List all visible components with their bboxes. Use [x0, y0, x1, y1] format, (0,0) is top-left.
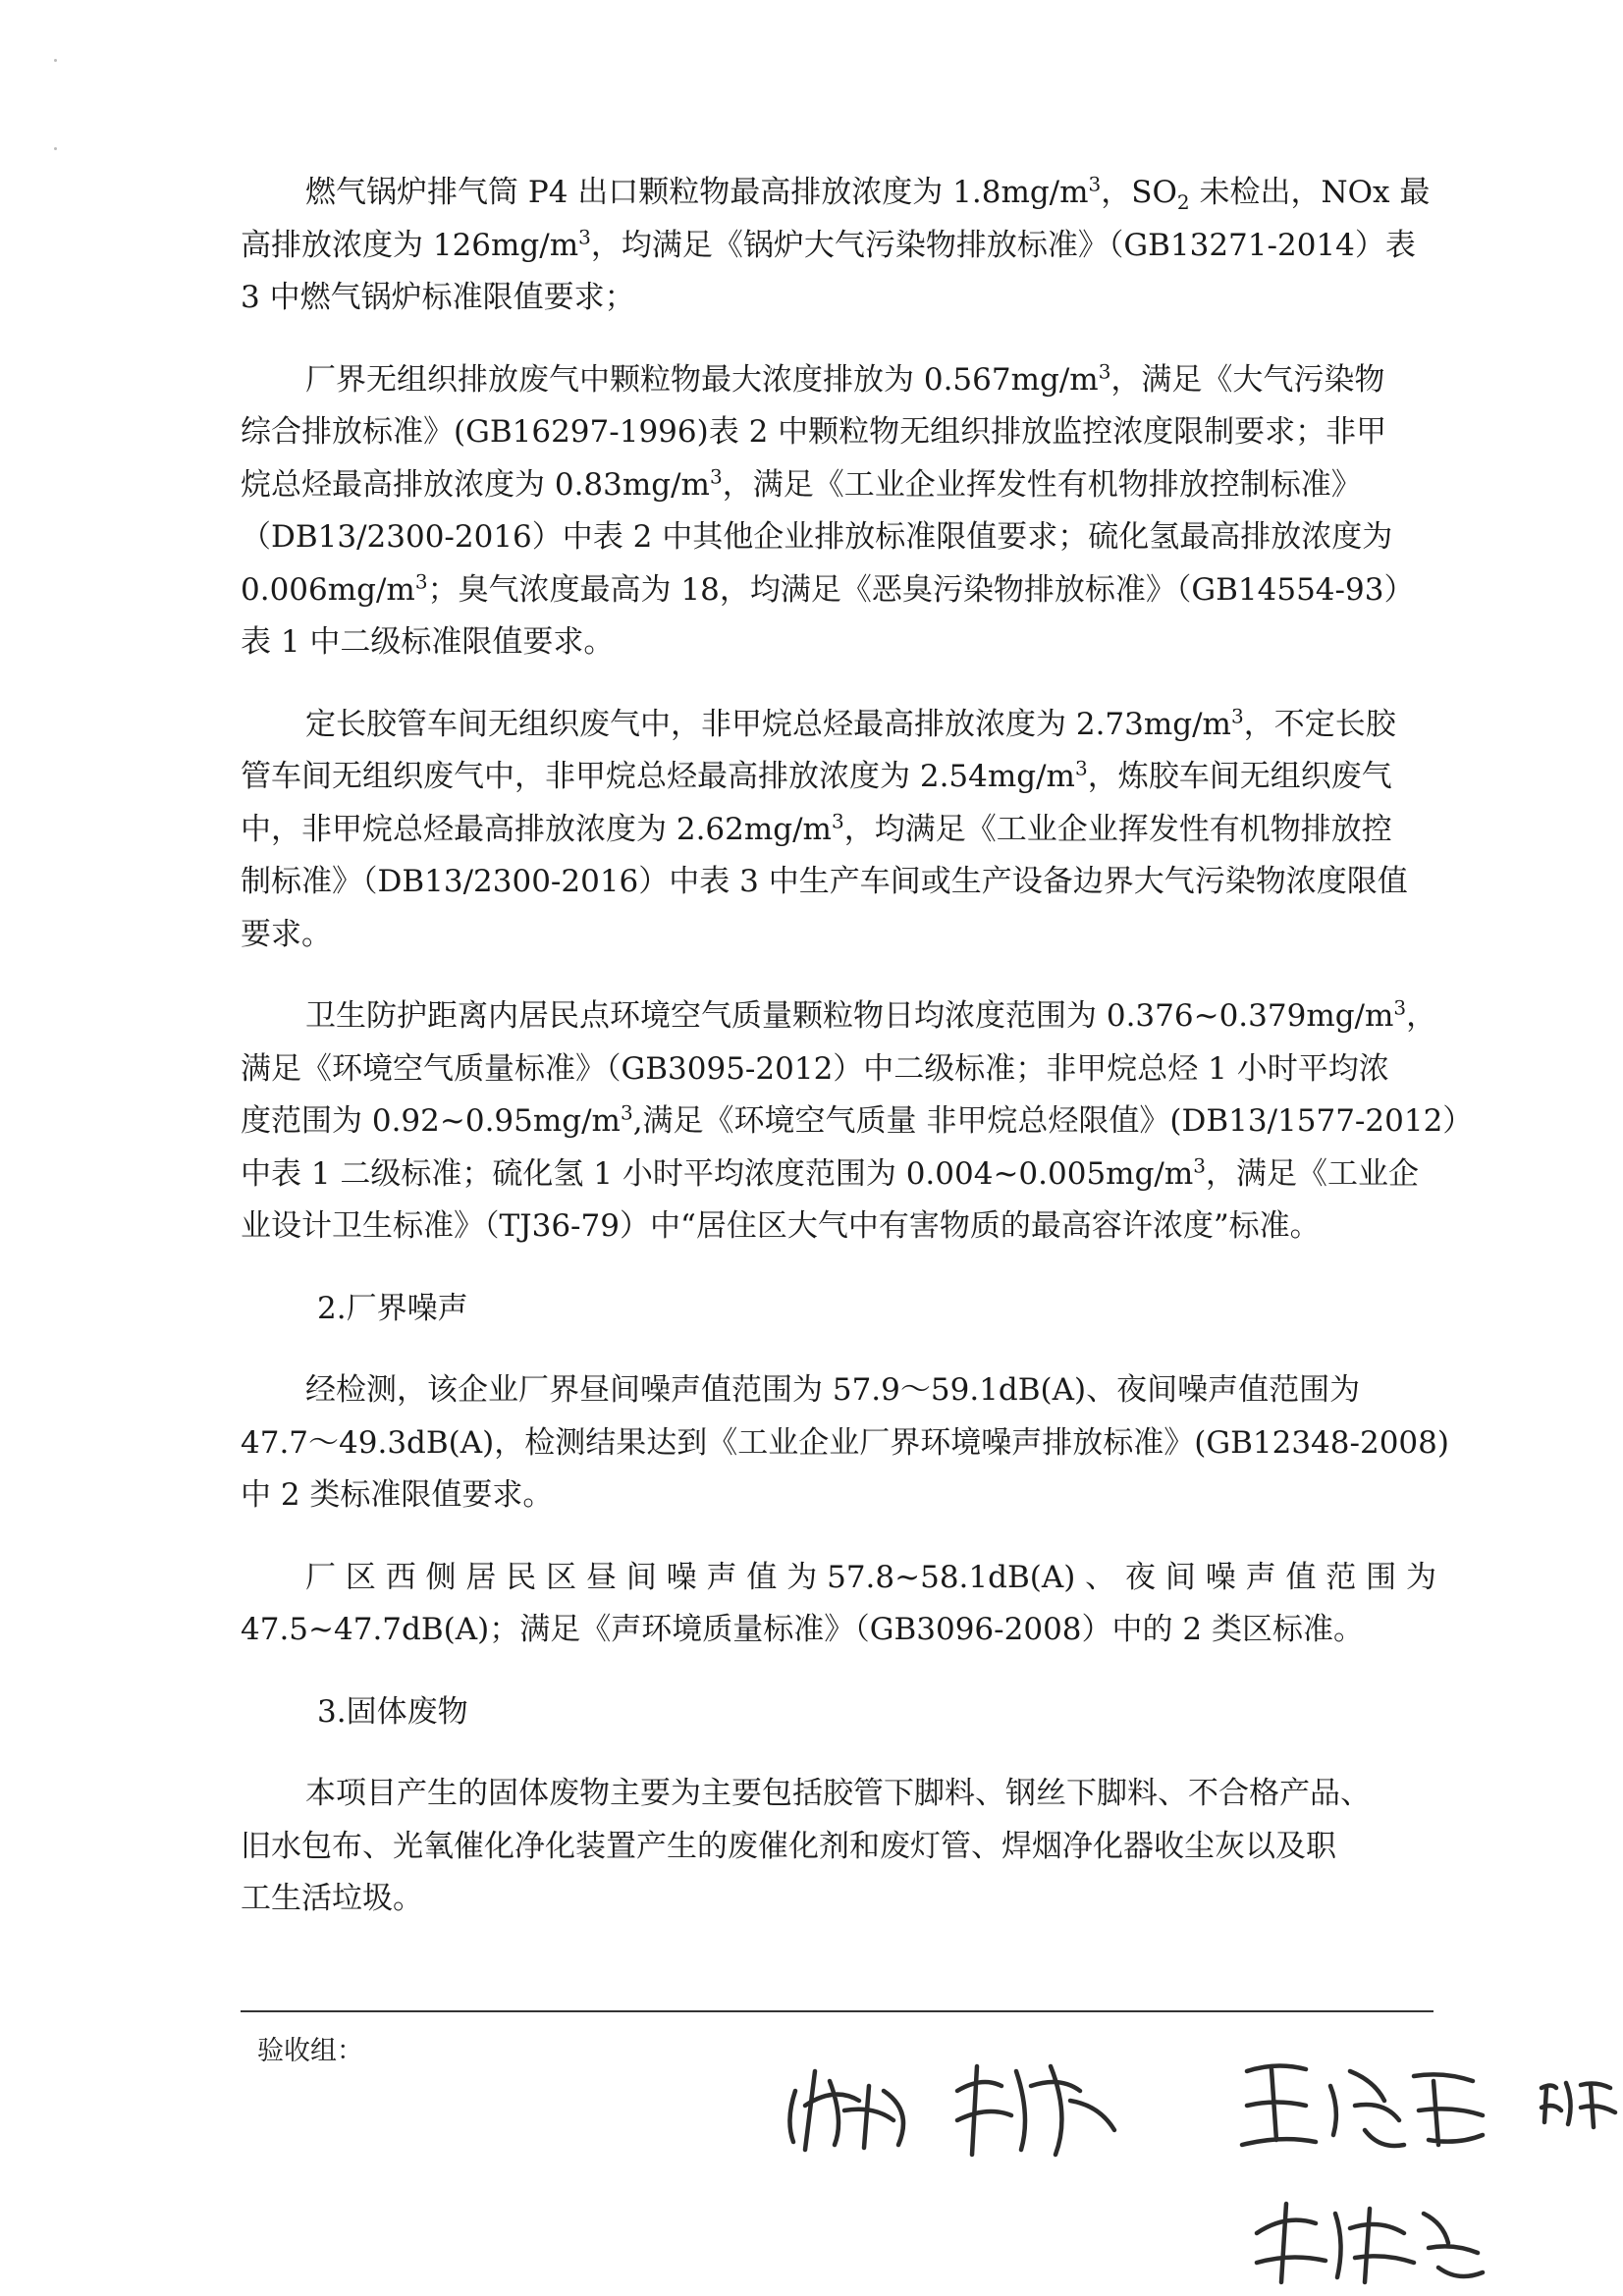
text-run: 制标准》（DB13/2300-2016）中表 3 中生产车间或生产设备边界大气污染物浓度限值: [241, 864, 1408, 899]
text-line: [241, 751, 1434, 804]
solid-waste-section: [241, 1768, 1434, 1926]
paragraph: [241, 1552, 1437, 1657]
superscript: 3: [1193, 1153, 1206, 1178]
text-run: 中 2 类标准限值要求。: [241, 1477, 554, 1513]
text-run: 烷总烃最高排放浓度为 0.83mg/m: [241, 466, 710, 503]
text-line: [241, 856, 1434, 909]
text-line: [241, 1201, 1434, 1254]
superscript: 3: [1098, 359, 1111, 384]
text-run: ，满足《大气污染物: [1110, 361, 1385, 398]
text-run: 47.5~47.7dB(A)；满足《声环境质量标准》（GB3096-2008）中的 2 类区标准。: [241, 1612, 1364, 1647]
text-line: [241, 804, 1434, 857]
air-emissions-section: [241, 167, 1474, 1254]
text-run: 0.006mg/m: [241, 571, 415, 608]
text-run: （DB13/2300-2016）中表 2 中其他企业排放标准限值要求；硫化氢最高排放浓度为: [241, 519, 1393, 555]
text-line: [241, 406, 1434, 459]
footer-divider: [241, 2010, 1434, 2012]
text-run: 旧水包布、光氧催化净化装置产生的废催化剂和废灯管、焊烟净化器收尘灰以及职: [241, 1828, 1336, 1864]
text-run: 表 1 中二级标准限值要求。: [241, 624, 615, 660]
text-run: ,满足《环境空气质量 非甲烷总烃限值》(DB13/1577-2012）: [632, 1103, 1474, 1139]
document-body: [241, 167, 1474, 1955]
text-run: 3 中燃气锅炉标准限值要求；: [241, 280, 635, 315]
text-run: 卫生防护距离内居民点环境空气质量颗粒物日均浓度范围为 0.376~0.379mg/m: [305, 998, 1394, 1034]
paragraph: [241, 990, 1474, 1254]
text-run: ，炼胶车间无组织废气: [1087, 759, 1392, 794]
text-line: [241, 1604, 1434, 1657]
text-run: ；臭气浓度最高为 18，均满足《恶臭污染物排放标准》（GB14554-93）: [427, 571, 1415, 608]
text-line: [241, 909, 1434, 962]
text-run: 综合排放标准》(GB16297-1996)表 2 中颗粒物无组织排放监控浓度限制要求；非甲: [241, 414, 1387, 450]
handwritten-signature-4: [1537, 2073, 1620, 2136]
superscript: 3: [831, 809, 844, 833]
text-line: [241, 564, 1434, 617]
handwritten-signature-1: [776, 2052, 943, 2163]
text-run: ，: [1406, 998, 1437, 1034]
text-line: [241, 220, 1434, 273]
text-line: [241, 1873, 1434, 1926]
superscript: 3: [1393, 995, 1407, 1020]
text-run: 要求。: [241, 916, 332, 952]
text-run: ，SO: [1101, 175, 1177, 210]
superscript: 3: [620, 1100, 633, 1125]
text-line: [241, 1821, 1434, 1874]
text-run: ，均满足《锅炉大气污染物排放标准》（GB13271-2014）表: [590, 227, 1416, 263]
text-line: [241, 699, 1434, 752]
text-run: ，满足《工业企业挥发性有机物排放控制标准》: [722, 466, 1362, 503]
paragraph: [241, 354, 1434, 669]
text-line: [241, 167, 1434, 220]
text-run: 本项目产生的固体废物主要为主要包括胶管下脚料、钢丝下脚料、不合格产品、: [305, 1776, 1371, 1811]
text-line: [241, 1417, 1449, 1470]
superscript: 3: [1088, 172, 1102, 196]
paragraph: [241, 1768, 1434, 1926]
text-run: 高排放浓度为 126mg/m: [241, 227, 579, 263]
acceptance-group-label: 验收组：: [257, 2036, 363, 2066]
text-line: [241, 990, 1437, 1043]
superscript: 3: [1230, 704, 1244, 728]
text-line: [241, 1552, 1437, 1605]
text-line: [241, 1364, 1434, 1417]
text-run: ，不定长胶: [1243, 706, 1396, 742]
text-run: 管车间无组织废气中，非甲烷总烃最高排放浓度为 2.54mg/m: [241, 759, 1075, 794]
text-run: 中表 1 二级标准；硫化氢 1 小时平均浓度范围为 0.004~0.005mg/m: [241, 1155, 1194, 1192]
paragraph: [241, 1364, 1449, 1522]
text-run: 燃气锅炉排气筒 P4 出口颗粒物最高排放浓度为 1.8mg/m: [305, 175, 1089, 210]
handwritten-signature-2: [943, 2047, 1129, 2168]
text-line: [241, 1043, 1434, 1096]
text-run: 满足《环境空气质量标准》（GB3095-2012）中二级标准；非甲烷总烃 1 小时平均浓: [241, 1050, 1389, 1087]
text-run: 业设计卫生标准》（TJ36-79）中“居住区大气中有害物质的最高容许浓度”标准。: [241, 1208, 1321, 1244]
text-run: 厂 区 西 侧 居 民 区 昼 间 噪 声 值 为 57.8~58.1dB(A) 、 夜 间 噪 声 值 范 围 为: [305, 1559, 1437, 1595]
section-heading-noise: 2.厂界噪声: [317, 1290, 468, 1326]
section-heading-solid-waste: 3.固体废物: [317, 1693, 468, 1730]
text-line: [241, 1095, 1474, 1148]
text-run: 经检测，该企业厂界昼间噪声值范围为 57.9～59.1dB(A)、夜间噪声值范围为: [305, 1372, 1361, 1408]
handwritten-signature-5: [1247, 2184, 1492, 2296]
superscript: 3: [709, 464, 723, 489]
text-run: ，满足《工业企: [1206, 1155, 1419, 1192]
text-line: [241, 459, 1434, 512]
handwritten-signature-3: [1237, 2052, 1492, 2163]
superscript: 3: [578, 225, 591, 249]
noise-section: [241, 1364, 1449, 1657]
text-run: 厂界无组织排放废气中颗粒物最大浓度排放为 0.567mg/m: [305, 361, 1099, 398]
superscript: 3: [1074, 756, 1088, 780]
text-run: ，均满足《工业企业挥发性有机物排放控: [843, 811, 1392, 847]
paragraph: [241, 167, 1434, 325]
scan-artifact: [54, 147, 57, 150]
text-line: [241, 272, 1434, 325]
text-run: 47.7～49.3dB(A)，检测结果达到《工业企业厂界环境噪声排放标准》(GB12348-2008): [241, 1424, 1449, 1461]
text-line: [241, 1768, 1434, 1821]
text-line: [241, 1469, 1434, 1522]
scan-artifact: [54, 59, 57, 62]
text-line: [241, 511, 1434, 564]
text-run: 定长胶管车间无组织废气中，非甲烷总烃最高排放浓度为 2.73mg/m: [305, 706, 1231, 742]
superscript: 3: [414, 569, 428, 594]
text-run: 未检出，NOx 最: [1189, 175, 1431, 210]
subscript: 2: [1176, 190, 1190, 215]
text-line: [241, 1148, 1434, 1201]
text-run: 中，非甲烷总烃最高排放浓度为 2.62mg/m: [241, 811, 832, 847]
paragraph: [241, 699, 1434, 962]
text-run: 工生活垃圾。: [241, 1881, 423, 1916]
text-line: [241, 616, 1434, 669]
text-line: [241, 354, 1434, 407]
text-run: 度范围为 0.92~0.95mg/m: [241, 1103, 621, 1139]
